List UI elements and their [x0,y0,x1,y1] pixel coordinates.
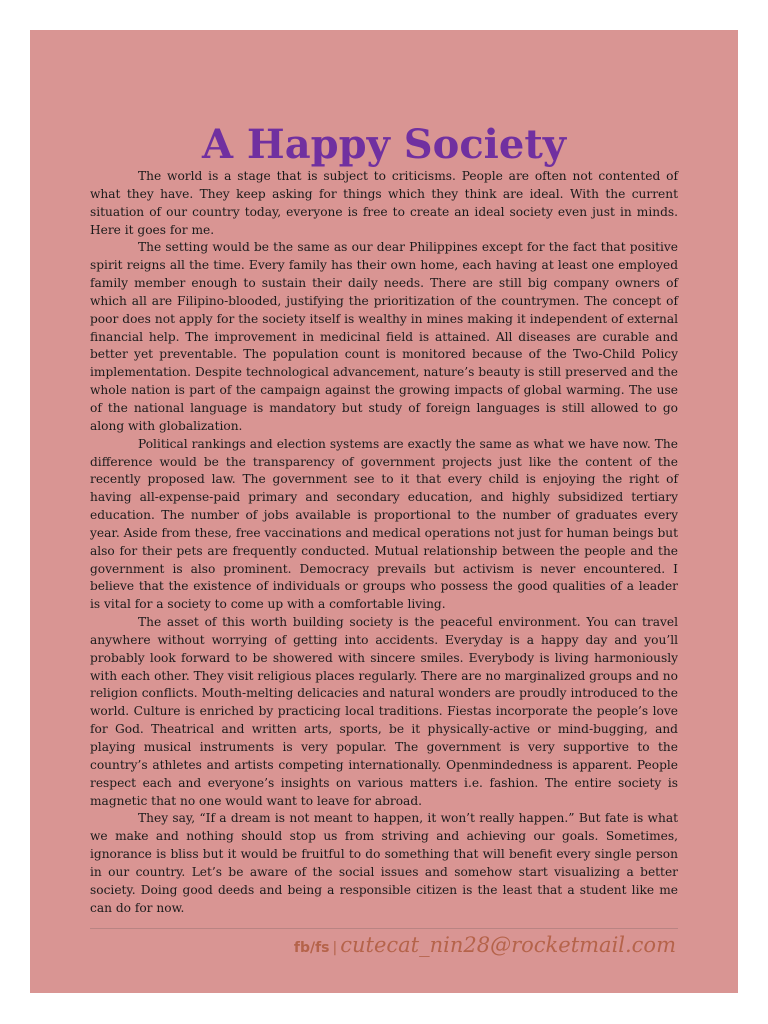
paragraph: The asset of this worth building society is the peaceful environment. You can travel anywhere without worrying of getting into accidents. Everyday is a happy day and you’ll probably look forward to be showered with sincere smiles. Everybody is living harmoniously with each other. They visit religious places regularly. There are no marginalized groups and no religion conflicts. Mouth-melting delicacies and natural wonders are proudly introduced to the world. Culture is enriched by practicing local traditions. Fiestas incorporate the people’s love for God. Theatrical and written arts, sports, be it physically-active or mind-bugging, and playing musical instruments is very popular. The government is very supportive to the country’s athletes and artists competing internationally. Openmindedness is apparent. People respect each and everyone’s insights on various matters i.e. fashion. The entire society is magnetic that no one would want to leave for abroad. [90,615,678,808]
footer-divider [90,928,678,929]
document-title: A Happy Society [201,121,567,168]
paragraph: Political rankings and election systems are exactly the same as what we have now. The difference would be the transparency of government projects just like the content of the recently proposed law. The government see to it that every child is enjoying the right of having all-expense-paid primary and secondary education, and highly subsidized tertiary education. The number of jobs available is proportional to the number of graduates every year. Aside from these, free vaccinations and medical operations not just for human beings but also for their pets are frequently conducted. Mutual relationship between the people and the government is also prominent. Democracy prevails but activism is never encountered. I believe that the existence of individuals or groups who possess the good qualities of a leader is vital for a society to come up with a comfortable living. [90,436,678,612]
document-page [30,30,738,993]
paragraph: They say, “If a dream is not meant to happen, it won’t really happen.” But fate is what we make and nothing should stop us from striving and achieving our goals. Sometimes, ignorance is bliss but it would be fruitful to do something that will benefit every single person in our country. Let’s be aware of the social issues and somehow start visualizing a better society. Doing good deeds and being a responsible citizen is the least that a student like me can do for now. [90,811,678,915]
paragraph: The setting would be the same as our dear Philippines except for the fact that positive spirit reigns all the time. Every family has their own home, each having at least one employed family member enough to sustain their daily needs. There are still big company owners of which all are Filipino-blooded, justifying the prioritization of the countrymen. The concept of poor does not apply for the society itself is wealthy in mines making it independent of external financial help. The improvement in medicinal field is attained. All diseases are curable and better yet preventable. The population count is monitored because of the Two-Child Policy implementation. Despite technological advancement, nature’s beauty is still preserved and the whole nation is part of the campaign against the growing impacts of global warming. The use of the national language is mandatory but study of foreign languages is still allowed to go along with globalization. [90,240,678,433]
footer-signature [294,932,676,961]
footer-email: cutecat_nin28@rocketmail.com [340,933,676,957]
footer-social-tag: fb/fs [293,940,330,956]
paragraph: The world is a stage that is subject to criticisms. People are often not contented of what they have. They keep asking for things which they think are ideal. With the current situation of our country today, everyone is free to create an ideal society even just in minds. Here it goes for me. [90,169,678,237]
document-body [90,168,678,917]
footer-separator: | [332,940,338,956]
